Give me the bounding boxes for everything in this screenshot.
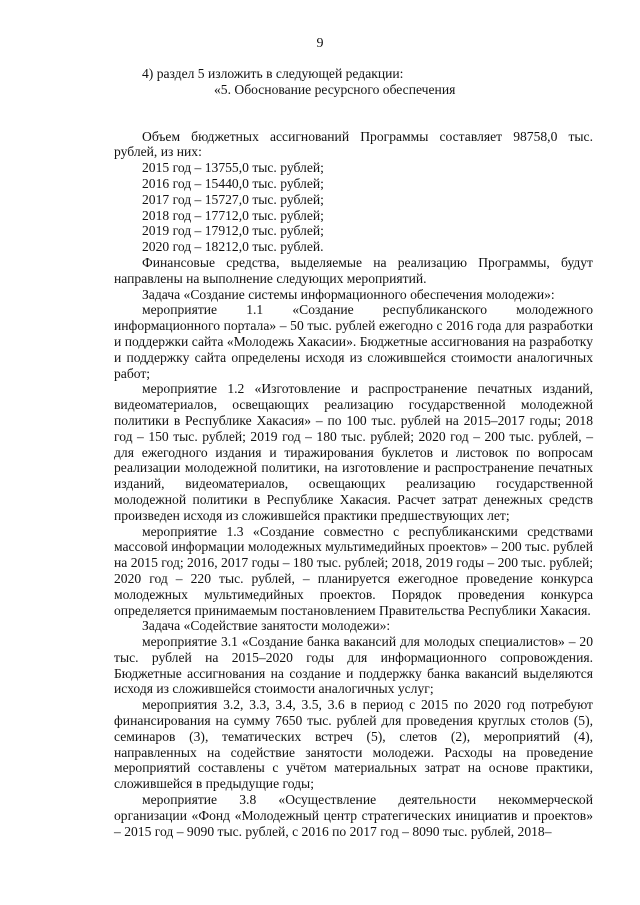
page-number: 9 [316,36,324,51]
year-budget-item: 2017 год – 15727,0 тыс. рублей; [142,191,324,207]
measure-3-1-paragraph: мероприятие 3.1 «Создание банка вакансий для молодых специалистов» – 20 тыс. рублей на 2015–2020 годы для информационного сопровождения. Бюджетные ассигнования на создание и поддержку банка вакансий выделяются исходя из сложившейся стоимости аналогичных услуг; [114,634,593,697]
measure-3-8-paragraph: мероприятие 3.8 «Осуществление деятельности некоммерческой организации «Фонд «Молодежный центр стратегических инициатив и проектов» – 2015 год – 9090 тыс. рублей, с 2016 по 2017 год – 8090 тыс. рублей, 2018– [114,792,593,839]
year-budget-list [114,160,593,255]
measures-3-2-3-6-paragraph: мероприятия 3.2, 3.3, 3.4, 3.5, 3.6 в период с 2015 по 2020 год потребуют финансирования на сумму 7650 тыс. рублей для проведения круглых столов (5), семинаров (3), тематических встреч (5), слетов (2), мероприятий (4), направленных на содействие занятости молодежи. Расходы на проведение мероприятий составлены с учётом материальных затрат на основе практики, сложившейся в предыдущие годы; [114,697,593,792]
measure-1-3-paragraph: мероприятие 1.3 «Создание совместно с республиканскими средствами массовой информации молодежных мультимедийных проектов» – 200 тыс. рублей на 2015 год; 2016, 2017 годы – 180 тыс. рублей; 2018, 2019 годы – 200 тыс. рублей; 2020 год – 220 тыс. рублей, – планируется ежегодное проведение конкурса молодежных мультимедийных проектов. Порядок проведения конкурса определяется принимаемым постановлением Правительства Республики Хакасия. [114,523,593,618]
year-budget-item: 2015 год – 13755,0 тыс. рублей; [142,160,324,176]
budget-paragraph: Объем бюджетных ассигнований Программы составляет 98758,0 тыс. рублей, из них: [114,128,593,160]
amendment-intro: 4) раздел 5 изложить в следующей редакции: [142,66,404,81]
year-budget-item: 2016 год – 15440,0 тыс. рублей; [142,175,324,191]
document-body [114,66,593,839]
funds-paragraph: Финансовые средства, выделяемые на реализацию Программы, будут направлены на выполнение следующих мероприятий. [114,254,593,286]
year-budget-item: 2020 год – 18212,0 тыс. рублей. [142,239,324,255]
task-1-heading: Задача «Создание системы информационного обеспечения молодежи»: [142,286,555,302]
measure-1-1-paragraph: мероприятие 1.1 «Создание республиканского молодежного информационного портала» – 50 тыс. рублей ежегодно с 2016 года для разработки и поддержки сайта «Молодежь Хакасии». Бюджетные ассигнования на разработку и поддержку сайта определены исходя из сложившейся стоимости аналогичных работ; [114,302,593,381]
year-budget-item: 2018 год – 17712,0 тыс. рублей; [142,207,324,223]
section-heading: «5. Обоснование ресурсного обеспечения [214,81,456,97]
measure-1-2-paragraph: мероприятие 1.2 «Изготовление и распространение печатных изданий, видеоматериалов, освещающих реализацию государственной молодежной политики в Республике Хакасия» – по 100 тыс. рублей на 2015–2017 годы; 2018 год – 150 тыс. рублей; 2019 год – 180 тыс. рублей; 2020 год – 200 тыс. рублей, – для ежегодного издания и тиражирования буклетов и листовок по вопросам реализации молодежной политики, на изготовление и распространение печатных изданий, видеоматериалов, освещающих реализацию государственной молодежной политики в Республике Хакасия. Расчет затрат денежных средств произведен исходя из сложившейся практики предшествующих лет; [114,381,593,523]
task-3-heading: Задача «Содействие занятости молодежи»: [142,618,391,634]
year-budget-item: 2019 год – 17912,0 тыс. рублей; [142,223,324,239]
